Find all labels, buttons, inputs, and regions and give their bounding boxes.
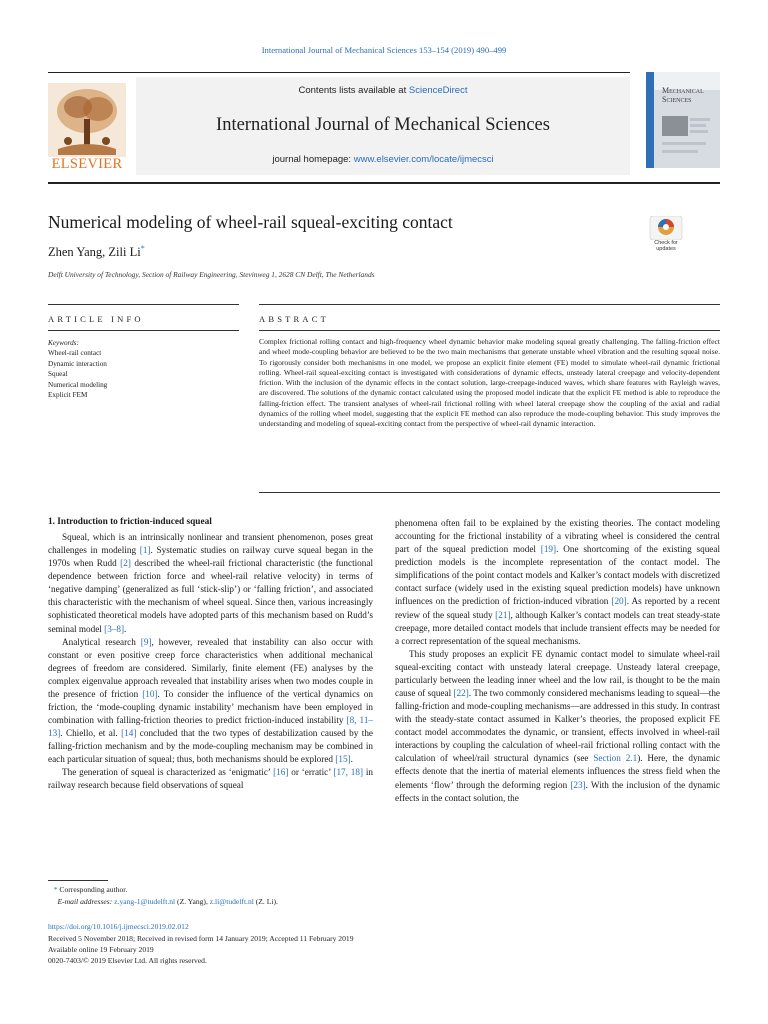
reference-link[interactable]: [21] (495, 609, 511, 620)
paragraph (48, 531, 373, 636)
keywords-list (48, 338, 107, 400)
homepage-link[interactable]: www.elsevier.com/locate/ijmecsci (353, 154, 494, 165)
paragraph-text: The generation of squeal is characterized as ‘enigmatic’ (62, 767, 274, 778)
crossmark-icon (646, 216, 686, 240)
corresponding-author-note (48, 884, 278, 896)
email-owner-yang: (Z. Yang), (175, 897, 210, 906)
reference-link[interactable]: [2] (120, 558, 131, 569)
paragraph-text: concluded that the two types of destabilization caused by the falling-friction mechanism and by the mode-coupling mechanism may be combined in each particular situation of squeal; thus, both mechanisms should be explored (48, 728, 373, 765)
reference-link[interactable]: [17, 18] (333, 767, 364, 778)
keyword-item: Numerical modeling (48, 380, 108, 389)
abstract-heading-rule (259, 330, 720, 331)
elsevier-tree-icon (48, 83, 126, 157)
cover-text-bar (690, 118, 710, 121)
cover-text-bar (662, 150, 698, 153)
reference-link[interactable]: [22] (453, 688, 469, 699)
body-column-left (48, 531, 373, 793)
cover-image (662, 116, 688, 136)
paragraph-text: Analytical research (62, 636, 141, 647)
cover-title (662, 86, 704, 104)
abstract-bottom-rule (259, 492, 720, 493)
paragraph-text: . One shortcoming of the existing squeal prediction models is the incomplete representation of the contact model. The simplifications of the point contact models and Kalker’s contact models with discretized contact surface (widely used in the existing squeal prediction models) have unknown influences on the prediction of friction-induced vibration (395, 544, 720, 607)
crossmark-label-line-1: Check for (654, 240, 678, 246)
check-for-updates-label (646, 240, 686, 252)
authors (48, 244, 145, 260)
cover-text-bar (662, 142, 706, 145)
sciencedirect-link[interactable]: ScienceDirect (408, 85, 468, 96)
reference-link[interactable]: [23] (570, 779, 586, 790)
check-for-updates-badge[interactable] (646, 216, 686, 256)
paragraph (48, 636, 373, 767)
reference-link[interactable]: [10] (142, 688, 158, 699)
masthead-rule (48, 182, 720, 184)
masthead (48, 72, 630, 179)
keywords-label: Keywords: (48, 339, 79, 347)
paragraph-text: . Chiello, et al. (60, 728, 122, 739)
paragraph (48, 766, 373, 792)
paragraph-text: . The two commonly considered mechanisms leading to squeal—the falling-friction and mode-coupling mechanisms—are addressed in this study. In contrast with the steady-state contact assumed in Kalker’s theories, the proposed explicit FE contact model accommodates the dynamic, or transient, effects involved in wheel-rail interactions by coupling the calculation of wheel-rail frictional rolling contact with the calculation of wheel/rail structural dynamics (see (395, 688, 720, 764)
paragraph-text: ). Here, the dynamic effects denote that the inertia of material elements influences the stress field when the elements ‘flow’ through the deforming region (395, 753, 721, 790)
masthead-panel (136, 77, 630, 175)
reference-link[interactable]: [9] (140, 636, 152, 647)
received-dates: Received 5 November 2018; Received in revised form 14 January 2019; Accepted 11 February 2019 (48, 934, 354, 943)
footnote-mark: * (53, 885, 58, 894)
footnote (48, 884, 278, 908)
paragraph-text: in railway research because field observations of squeal (48, 767, 373, 791)
cover-title-line-2: Sciences (662, 95, 692, 104)
reference-link[interactable]: [14] (121, 728, 137, 739)
email-addresses (48, 896, 278, 908)
journal-citation-link[interactable]: International Journal of Mechanical Sciences 153–154 (2019) 490–499 (261, 45, 507, 55)
corresponding-author-text: Corresponding author. (57, 885, 128, 894)
footnote-rule (48, 880, 108, 881)
paragraph-text: . (350, 754, 353, 765)
available-online-date: Available online 19 February 2019 (48, 945, 154, 954)
article-info-heading-rule (48, 330, 239, 331)
author-names: Zhen Yang, Zili Li (48, 245, 141, 260)
keyword-item: Wheel-rail contact (48, 349, 102, 358)
paragraph-text: . To consider the influence of the vertical dynamics on friction, the ‘mode-coupling dynamic instability’ mechanism have been employed in combination with falling-friction theories to predict friction-induced instability (48, 688, 373, 726)
abstract-top-rule (259, 304, 720, 305)
cover-blue-stripe (646, 72, 654, 168)
paragraph-text: or ‘erratic’ (288, 767, 334, 778)
cover-text-bar (690, 124, 706, 127)
affiliation: Delft University of Technology, Section of Railway Engineering, Stevinweg 1, 2628 CN Delft, The Netherlands (48, 270, 375, 279)
email-link-yang[interactable]: z.yang-1@tudelft.nl (114, 897, 176, 906)
section-heading-introduction: 1. Introduction to friction-induced squeal (48, 517, 212, 527)
cover-text-bar (690, 130, 708, 133)
elsevier-logo (48, 83, 126, 175)
paragraph-text: Squeal, which is an intrinsically nonlinear and transient phenomenon, poses great challenges in modeling (48, 532, 373, 556)
abstract-text: Complex frictional rolling contact and high-frequency wheel dynamic behavior make modeling squeal greatly challenging. The falling-friction effect and wheel mode-coupling behavior are believed to be the two main mechanisms that generate unstable wheel vibration and the resulting squeal noise. To rigorously consider both mechanisms in one model, we propose an explicit finite element (FE) model to simulate wheel-rail dynamic frictional rolling. Wheel-rail squeal-exciting contact is investigated with considerations of dynamic effects, unsteady lateral creepage and velocity-dependent friction. With the inclusion of the dynamic effects in the contact solution, large-creepage-induced waves, which share features with Rayleigh waves, are discovered. The solutions of the dynamic contact calculated using the proposed model indicate that the explicit FE method is able to reproduce the falling-friction effect. The transient analyses of wheel-rail frictional rolling with wheel lateral creepage show the coupling of the axial and radial dynamics of the rolling wheel model, suggesting that the explicit FE method can also reproduce the mode-coupling behavior. This study improves the understanding and modeling of squeal-exciting contact from the perspective of wheel-rail dynamic interaction. (259, 337, 720, 429)
paragraph (395, 517, 720, 648)
corresponding-author-mark[interactable]: * (140, 244, 145, 253)
reference-link[interactable]: [1] (139, 545, 151, 556)
contents-prefix: Contents lists available at (298, 85, 409, 96)
journal-cover-thumbnail[interactable] (646, 72, 720, 168)
keyword-item: Squeal (48, 370, 68, 379)
reference-link[interactable]: [3–8] (104, 623, 125, 634)
copyright-notice: 0020-7403/© 2019 Elsevier Ltd. All rights reserved. (48, 956, 207, 965)
paragraph-text: . Systematic studies on railway curve squeal began in the 1970s when Rudd (48, 545, 373, 569)
email-owner-li: (Z. Li). (253, 897, 278, 906)
reference-link[interactable]: [20] (611, 596, 627, 607)
reference-link[interactable]: [15] (335, 754, 351, 765)
homepage-prefix: journal homepage: (272, 154, 354, 165)
paragraph-text: , although Kalker’s contact models can treat steady-state creepage, more detailed contact models that include transient effects may be needed for a correct representation of the squeal mechanisms. (395, 609, 720, 646)
email-link-li[interactable]: z.li@tudelft.nl (209, 897, 254, 906)
keyword-item: Dynamic interaction (48, 359, 107, 368)
homepage-line (136, 154, 630, 165)
contents-line (136, 85, 630, 96)
paragraph-text: . With the inclusion of the dynamic effects in the contact solution, the (395, 779, 721, 803)
keyword-item: Explicit FEM (48, 391, 88, 400)
paragraph-text: . As reported by a recent review of the squeal study (395, 596, 720, 620)
elsevier-wordmark: ELSEVIER (51, 156, 123, 172)
article-title: Numerical modeling of wheel-rail squeal-exciting contact (48, 212, 453, 232)
reference-link[interactable]: [8, 11–13] (48, 715, 374, 739)
journal-name: International Journal of Mechanical Sciences (216, 115, 550, 135)
reference-link[interactable]: Section 2.1 (593, 753, 638, 764)
paragraph-text: phenomena often fail to be explained by the existing theories. The contact modeling accounting for the frictional instability of a vibrating wheel is considered the central part of the squeal prediction model (395, 518, 720, 555)
crossmark-label-line-2: updates (656, 246, 676, 252)
body-column-right (395, 517, 720, 805)
paragraph-text: described the wheel-rail frictional characteristic (the functional dependence between friction force and wheel-rail relative velocity) in terms of ‘negative damping’ (generalized as full ‘stick-slip’) or ‘falling friction’, and associated this characteristic with the mechanism of wheel squeal. Since then, various increasingly sophisticated theoretical models have adopted parts of this mechanism based on Rudd’s seminal model (48, 558, 373, 634)
paragraph (395, 648, 720, 805)
reference-link[interactable]: [16] (273, 767, 289, 778)
paragraph-text: , however, revealed that instability can also occur with constant or even positive creep force characteristics when additional mechanical degrees of freedom are considered. Similarly, finite element (FE) analyses by the complex eigenvalue approach revealed that instability arises when two modes couple in the presence of friction (48, 636, 373, 699)
reference-link[interactable]: [19] (540, 544, 557, 555)
article-info-heading: ARTICLE INFO (48, 314, 144, 324)
paragraph-text: . (124, 623, 127, 634)
email-label: E-mail addresses: (57, 897, 115, 906)
abstract-heading: ABSTRACT (259, 314, 329, 324)
doi-link[interactable]: https://doi.org/10.1016/j.ijmecsci.2019.02.012 (48, 922, 189, 931)
paragraph-text: This study proposes an explicit FE dynamic contact model to simulate wheel-rail squeal-exciting contact with unsteady lateral creepage. Unsteady lateral creepage, particularly between the leading inner wheel and the low rail, is thought to be the main cause of squeal (395, 648, 720, 699)
cover-title-line-1: Mechanical (662, 86, 704, 95)
article-info-top-rule (48, 304, 239, 305)
